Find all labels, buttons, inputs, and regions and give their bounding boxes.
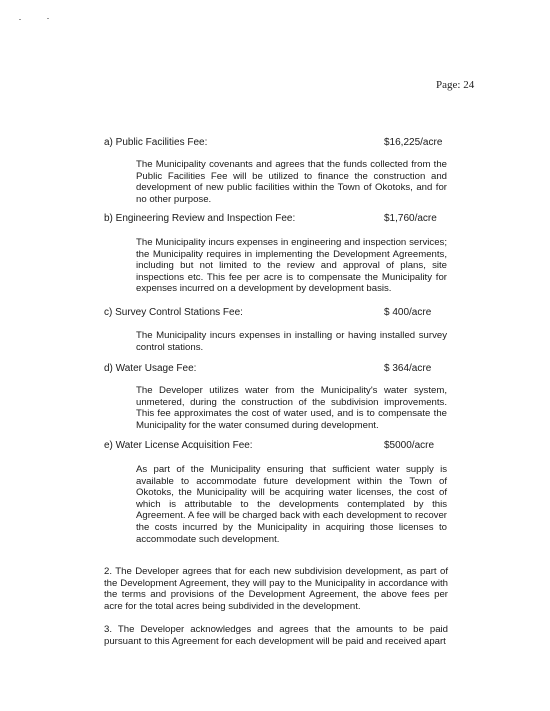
- fee-description-survey-control: The Municipality incurs expenses in installing or having installed survey control stations.: [136, 330, 447, 353]
- fee-amount: $1,760/acre: [384, 213, 437, 224]
- fee-description-public-facilities: The Municipality covenants and agrees that the funds collected from the Public Facilities Fee will be utilized to finance the construction and development of new public facilities within the Town of Okotoks, and for no other purpose.: [136, 159, 447, 205]
- fee-description-water-usage: The Developer utilizes water from the Municipality's water system, unmetered, during the construction of the subdivision improvements. This fee approximates the cost of water used, and is to compensate the Municipality for the water consumed during development.: [136, 385, 447, 431]
- fee-heading-engineering-review: [104, 213, 464, 225]
- fee-heading-water-usage: [104, 363, 464, 375]
- page-number: Page: 24: [436, 79, 475, 91]
- fee-description-engineering-review: The Municipality incurs expenses in engineering and inspection services; the Municipality requires in implementing the Development Agreements, including but not limited to the review and approval of plans, site inspections etc. This fee per acre is to compensate the Municipality for expenses incurred on a development by development basis.: [136, 237, 447, 295]
- fee-heading-public-facilities: [104, 137, 464, 149]
- fee-title: d) Water Usage Fee:: [104, 363, 197, 374]
- paragraph-2: 2. The Developer agrees that for each new subdivision development, as part of the Development Agreement, they will pay to the Municipality in accordance with the terms and provisions of the Development Agreement, the above fees per acre for the total acres being subdivided in the development.: [104, 566, 448, 612]
- scan-mark: [19, 19, 21, 20]
- paragraph-3: 3. The Developer acknowledges and agrees that the amounts to be paid pursuant to this Agreement for each development will be paid and received apart: [104, 624, 448, 647]
- fee-amount: $5000/acre: [384, 440, 435, 451]
- fee-heading-survey-control: [104, 307, 464, 319]
- fee-description-water-license: As part of the Municipality ensuring that sufficient water supply is available to accommodate future development within the Town of Okotoks, the Municipality will be acquiring water licenses, the cost of which is attributable to the developments contemplated by this Agreement. A fee will be charged back with each development to recover the costs incurred by the Municipality in acquiring those licenses to accommodate such development.: [136, 464, 447, 545]
- fee-amount: $16,225/acre: [384, 137, 443, 148]
- fee-title: c) Survey Control Stations Fee:: [104, 307, 243, 318]
- fee-amount: $ 400/acre: [384, 307, 432, 318]
- fee-title: e) Water License Acquisition Fee:: [104, 440, 253, 451]
- fee-title: b) Engineering Review and Inspection Fee:: [104, 213, 296, 224]
- fee-heading-water-license: [104, 440, 464, 452]
- fee-title: a) Public Facilities Fee:: [104, 137, 208, 148]
- fee-amount: $ 364/acre: [384, 363, 432, 374]
- scan-mark: [47, 18, 49, 19]
